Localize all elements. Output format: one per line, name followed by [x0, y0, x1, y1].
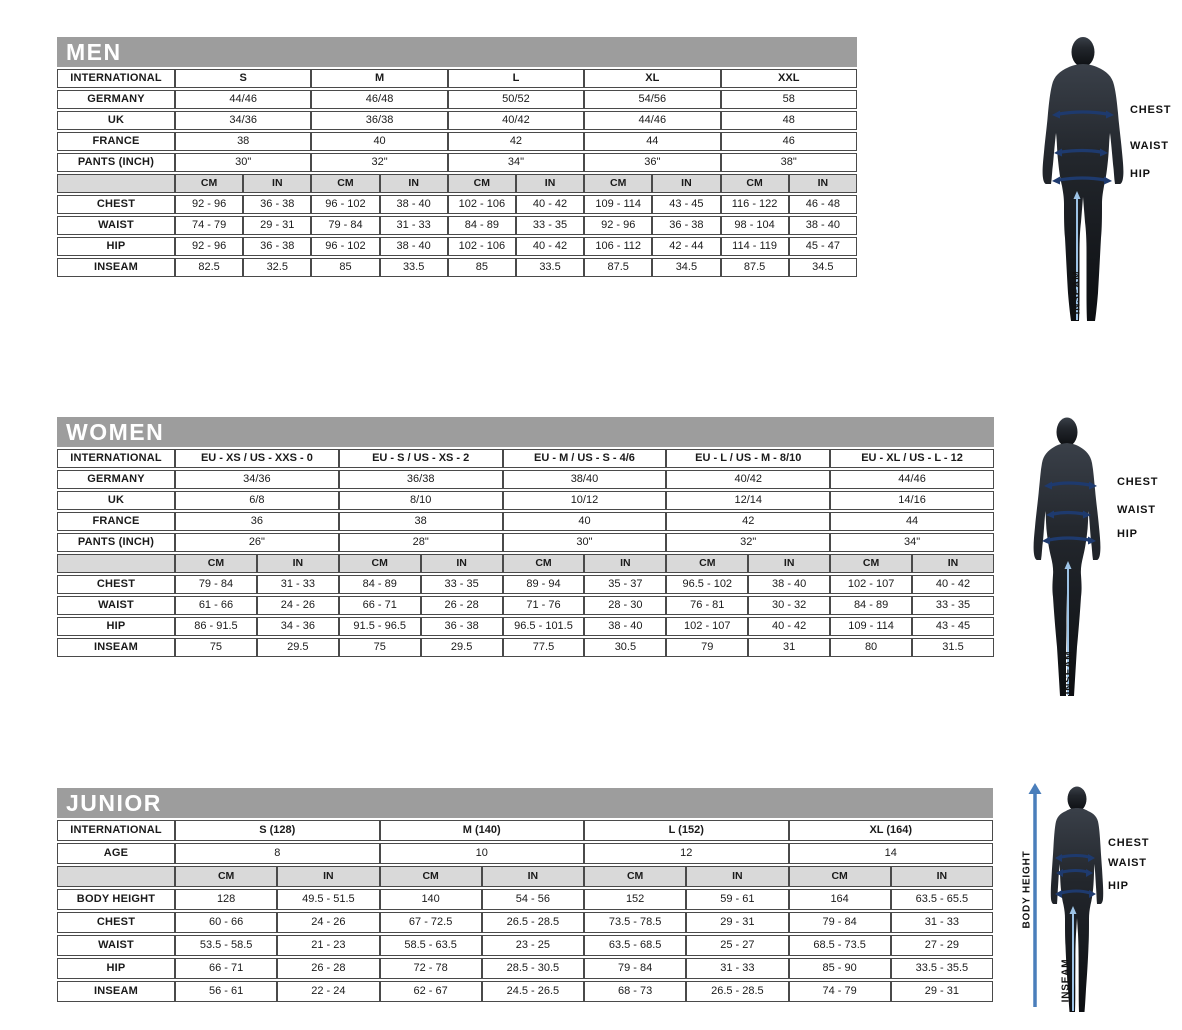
unit-cm: CM — [666, 554, 748, 573]
measure-value: 36 - 38 — [421, 617, 503, 636]
junior-title-bar — [57, 788, 993, 818]
unit-cm: CM — [175, 554, 257, 573]
measure-value: 54 - 56 — [482, 889, 584, 910]
unit-corner — [57, 554, 175, 573]
size-value: 38/40 — [503, 470, 667, 489]
unit-cm: CM — [830, 554, 912, 573]
chest-label: CHEST — [1117, 476, 1159, 488]
measure-value: 31 - 33 — [891, 912, 993, 933]
table-row — [57, 258, 857, 277]
junior-silhouette — [1042, 786, 1112, 1014]
row-label: PANTS (INCH) — [57, 153, 175, 172]
size-value: 50/52 — [448, 90, 584, 109]
measure-value: 72 - 78 — [380, 958, 482, 979]
size-value: 48 — [721, 111, 858, 130]
measure-value: 24 - 26 — [277, 912, 379, 933]
measure-value: 75 — [339, 638, 421, 657]
unit-cm: CM — [380, 866, 482, 887]
measure-value: 26 - 28 — [421, 596, 503, 615]
measure-value: 92 - 96 — [175, 237, 243, 256]
junior-size-table — [57, 818, 993, 1004]
measure-value: 38 - 40 — [584, 617, 666, 636]
measure-value: 38 - 40 — [748, 575, 830, 594]
measure-value: 75 — [175, 638, 257, 657]
measure-value: 67 - 72.5 — [380, 912, 482, 933]
measure-value: 38 - 40 — [380, 237, 448, 256]
unit-in: IN — [277, 866, 379, 887]
unit-cm: CM — [448, 174, 516, 193]
measure-value: 29.5 — [421, 638, 503, 657]
row-label: AGE — [57, 843, 175, 864]
row-label: GERMANY — [57, 470, 175, 489]
measure-value: 59 - 61 — [686, 889, 788, 910]
measure-value: 33 - 35 — [421, 575, 503, 594]
measure-value: 80 — [830, 638, 912, 657]
unit-in: IN — [686, 866, 788, 887]
measure-value: 46 - 48 — [789, 195, 857, 214]
row-label: GERMANY — [57, 90, 175, 109]
measure-value: 86 - 91.5 — [175, 617, 257, 636]
unit-in: IN — [380, 174, 448, 193]
size-value: 14 — [789, 843, 994, 864]
size-value: EU - L / US - M - 8/10 — [666, 449, 830, 468]
measure-value: 114 - 119 — [721, 237, 789, 256]
size-value: 8/10 — [339, 491, 503, 510]
table-row — [57, 820, 993, 841]
measure-value: 43 - 45 — [912, 617, 994, 636]
hip-label: HIP — [1130, 168, 1151, 180]
table-row — [57, 912, 993, 933]
table-row — [57, 935, 993, 956]
size-value: 40/42 — [666, 470, 830, 489]
table-row — [57, 575, 994, 594]
measure-value: 63.5 - 65.5 — [891, 889, 993, 910]
measure-value: 34 - 36 — [257, 617, 339, 636]
size-value: 42 — [448, 132, 584, 151]
size-value: 30" — [175, 153, 311, 172]
measure-value: 89 - 94 — [503, 575, 585, 594]
measure-value: 102 - 107 — [830, 575, 912, 594]
unit-in: IN — [652, 174, 720, 193]
men-size-table — [57, 67, 857, 279]
measure-value: 116 - 122 — [721, 195, 789, 214]
measure-value: 29 - 31 — [891, 981, 993, 1002]
table-row — [57, 69, 857, 88]
measure-value: 102 - 106 — [448, 237, 516, 256]
unit-cm: CM — [789, 866, 891, 887]
junior-table-wrap — [57, 788, 993, 1004]
hip-label: HIP — [1117, 528, 1138, 540]
unit-in: IN — [516, 174, 584, 193]
row-label: INSEAM — [57, 258, 175, 277]
size-value: 26" — [175, 533, 339, 552]
size-value: 44/46 — [584, 111, 720, 130]
measure-value: 58.5 - 63.5 — [380, 935, 482, 956]
measure-value: 26.5 - 28.5 — [686, 981, 788, 1002]
size-value: 10 — [380, 843, 585, 864]
measure-value: 24 - 26 — [257, 596, 339, 615]
size-value: 46/48 — [311, 90, 447, 109]
row-label: HIP — [57, 958, 175, 979]
unit-in: IN — [584, 554, 666, 573]
measure-value: 164 — [789, 889, 891, 910]
measure-value: 79 - 84 — [311, 216, 379, 235]
size-value: 32" — [311, 153, 447, 172]
measure-value: 29.5 — [257, 638, 339, 657]
measure-value: 33 - 35 — [912, 596, 994, 615]
row-label: CHEST — [57, 575, 175, 594]
size-value: 8 — [175, 843, 380, 864]
size-value: 40 — [311, 132, 447, 151]
measure-value: 31 - 33 — [380, 216, 448, 235]
measure-value: 33.5 — [380, 258, 448, 277]
chest-label: CHEST — [1130, 104, 1172, 116]
measure-value: 49.5 - 51.5 — [277, 889, 379, 910]
measure-value: 42 - 44 — [652, 237, 720, 256]
size-value: L (152) — [584, 820, 789, 841]
measure-value: 24.5 - 26.5 — [482, 981, 584, 1002]
measure-value: 140 — [380, 889, 482, 910]
table-row — [57, 889, 993, 910]
unit-in: IN — [243, 174, 311, 193]
unit-cm: CM — [339, 554, 421, 573]
measure-value: 66 - 71 — [175, 958, 277, 979]
measure-value: 62 - 67 — [380, 981, 482, 1002]
measure-value: 22 - 24 — [277, 981, 379, 1002]
unit-in: IN — [482, 866, 584, 887]
row-label: INSEAM — [57, 981, 175, 1002]
measure-value: 102 - 106 — [448, 195, 516, 214]
measure-value: 79 - 84 — [789, 912, 891, 933]
size-value: M — [311, 69, 447, 88]
measure-value: 38 - 40 — [380, 195, 448, 214]
size-value: 54/56 — [584, 90, 720, 109]
measure-value: 40 - 42 — [516, 237, 584, 256]
size-value: 58 — [721, 90, 858, 109]
size-value: S — [175, 69, 311, 88]
measure-value: 84 - 89 — [830, 596, 912, 615]
size-value: 36" — [584, 153, 720, 172]
size-value: 42 — [666, 512, 830, 531]
measure-value: 33.5 — [516, 258, 584, 277]
measure-value: 30 - 32 — [748, 596, 830, 615]
measure-value: 32.5 — [243, 258, 311, 277]
unit-corner — [57, 866, 175, 887]
measure-value: 109 - 114 — [584, 195, 652, 214]
measure-value: 26 - 28 — [277, 958, 379, 979]
measure-value: 27 - 29 — [891, 935, 993, 956]
unit-in: IN — [891, 866, 993, 887]
measure-value: 96.5 - 102 — [666, 575, 748, 594]
size-value: 44 — [830, 512, 994, 531]
size-value: XL — [584, 69, 720, 88]
measure-value: 74 - 79 — [175, 216, 243, 235]
row-label: UK — [57, 491, 175, 510]
row-label: UK — [57, 111, 175, 130]
row-label: BODY HEIGHT — [57, 889, 175, 910]
row-label: CHEST — [57, 195, 175, 214]
table-row — [57, 216, 857, 235]
women-size-table — [57, 447, 994, 659]
row-label: INTERNATIONAL — [57, 449, 175, 468]
size-value: S (128) — [175, 820, 380, 841]
measure-value: 68.5 - 73.5 — [789, 935, 891, 956]
size-value: 46 — [721, 132, 858, 151]
unit-cm: CM — [311, 174, 379, 193]
table-row — [57, 958, 993, 979]
measure-value: 40 - 42 — [912, 575, 994, 594]
unit-cm: CM — [584, 174, 652, 193]
measure-value: 71 - 76 — [503, 596, 585, 615]
measure-value: 87.5 — [721, 258, 789, 277]
table-row — [57, 512, 994, 531]
measure-value: 21 - 23 — [277, 935, 379, 956]
measure-value: 60 - 66 — [175, 912, 277, 933]
table-row — [57, 111, 857, 130]
men-title-bar — [57, 37, 857, 67]
table-row — [57, 449, 994, 468]
table-row — [57, 237, 857, 256]
measure-value: 84 - 89 — [448, 216, 516, 235]
unit-cm: CM — [584, 866, 686, 887]
table-row — [57, 153, 857, 172]
women-title-bar — [57, 417, 994, 447]
measure-value: 96 - 102 — [311, 195, 379, 214]
table-row — [57, 554, 994, 573]
size-value: EU - XS / US - XXS - 0 — [175, 449, 339, 468]
table-row — [57, 132, 857, 151]
measure-value: 40 - 42 — [748, 617, 830, 636]
row-label: WAIST — [57, 216, 175, 235]
measure-value: 61 - 66 — [175, 596, 257, 615]
measure-value: 31 - 33 — [686, 958, 788, 979]
measure-value: 102 - 107 — [666, 617, 748, 636]
size-value: 34/36 — [175, 111, 311, 130]
measure-value: 66 - 71 — [339, 596, 421, 615]
measure-value: 85 — [448, 258, 516, 277]
men-figure — [1033, 37, 1182, 332]
measure-value: 23 - 25 — [482, 935, 584, 956]
measure-value: 152 — [584, 889, 686, 910]
unit-in: IN — [912, 554, 994, 573]
section-title: WOMEN — [66, 419, 165, 445]
size-value: EU - M / US - S - 4/6 — [503, 449, 667, 468]
table-row — [57, 843, 993, 864]
section-title: MEN — [66, 39, 122, 65]
measure-value: 92 - 96 — [584, 216, 652, 235]
measure-value: 91.5 - 96.5 — [339, 617, 421, 636]
table-row — [57, 174, 857, 193]
body-height-label: BODY HEIGHT — [1021, 850, 1033, 929]
size-value: 38 — [339, 512, 503, 531]
measure-value: 128 — [175, 889, 277, 910]
table-row — [57, 195, 857, 214]
unit-cm: CM — [721, 174, 789, 193]
size-value: 34" — [830, 533, 994, 552]
row-label: HIP — [57, 237, 175, 256]
size-value: 6/8 — [175, 491, 339, 510]
table-row — [57, 596, 994, 615]
size-value: M (140) — [380, 820, 585, 841]
row-label: INTERNATIONAL — [57, 820, 175, 841]
row-label: WAIST — [57, 596, 175, 615]
inseam-label: INSEAM — [1060, 958, 1072, 1003]
size-value: 30" — [503, 533, 667, 552]
inseam-label: INSEAM — [1071, 270, 1083, 315]
row-label: FRANCE — [57, 512, 175, 531]
size-value: 12/14 — [666, 491, 830, 510]
size-value: 44/46 — [175, 90, 311, 109]
row-label: CHEST — [57, 912, 175, 933]
unit-in: IN — [421, 554, 503, 573]
measure-value: 56 - 61 — [175, 981, 277, 1002]
size-value: 40/42 — [448, 111, 584, 130]
measure-value: 96 - 102 — [311, 237, 379, 256]
measure-value: 92 - 96 — [175, 195, 243, 214]
unit-cm: CM — [175, 866, 277, 887]
size-value: 28" — [339, 533, 503, 552]
measure-value: 36 - 38 — [652, 216, 720, 235]
size-value: 44/46 — [830, 470, 994, 489]
row-label: INSEAM — [57, 638, 175, 657]
waist-label: WAIST — [1108, 857, 1147, 869]
size-value: L — [448, 69, 584, 88]
size-value: 32" — [666, 533, 830, 552]
measure-value: 25 - 27 — [686, 935, 788, 956]
male-silhouette — [1033, 37, 1133, 327]
size-value: 10/12 — [503, 491, 667, 510]
unit-cm: CM — [503, 554, 585, 573]
measure-value: 31.5 — [912, 638, 994, 657]
unit-corner — [57, 174, 175, 193]
waist-label: WAIST — [1130, 140, 1169, 152]
measure-value: 36 - 38 — [243, 195, 311, 214]
measure-value: 53.5 - 58.5 — [175, 935, 277, 956]
measure-value: 76 - 81 — [666, 596, 748, 615]
unit-in: IN — [748, 554, 830, 573]
measure-value: 109 - 114 — [830, 617, 912, 636]
measure-value: 85 - 90 — [789, 958, 891, 979]
row-label: HIP — [57, 617, 175, 636]
table-row — [57, 470, 994, 489]
size-value: 34" — [448, 153, 584, 172]
women-table-wrap — [57, 417, 994, 659]
measure-value: 106 - 112 — [584, 237, 652, 256]
measure-value: 98 - 104 — [721, 216, 789, 235]
measure-value: 26.5 - 28.5 — [482, 912, 584, 933]
measure-value: 68 - 73 — [584, 981, 686, 1002]
size-value: 36 — [175, 512, 339, 531]
table-row — [57, 491, 994, 510]
table-row — [57, 866, 993, 887]
measure-value: 28.5 - 30.5 — [482, 958, 584, 979]
measure-value: 28 - 30 — [584, 596, 666, 615]
measure-value: 43 - 45 — [652, 195, 720, 214]
measure-value: 87.5 — [584, 258, 652, 277]
measure-value: 29 - 31 — [243, 216, 311, 235]
measure-value: 79 — [666, 638, 748, 657]
measure-value: 96.5 - 101.5 — [503, 617, 585, 636]
measure-value: 74 - 79 — [789, 981, 891, 1002]
section-title: JUNIOR — [66, 790, 162, 816]
size-value: 38" — [721, 153, 858, 172]
measure-value: 40 - 42 — [516, 195, 584, 214]
measure-value: 34.5 — [652, 258, 720, 277]
chest-label: CHEST — [1108, 837, 1150, 849]
size-value: 38 — [175, 132, 311, 151]
size-value: 36/38 — [311, 111, 447, 130]
size-value: 40 — [503, 512, 667, 531]
table-row — [57, 533, 994, 552]
men-table-wrap — [57, 37, 857, 279]
size-value: 36/38 — [339, 470, 503, 489]
measure-value: 36 - 38 — [243, 237, 311, 256]
measure-value: 82.5 — [175, 258, 243, 277]
table-row — [57, 981, 993, 1002]
measure-value: 29 - 31 — [686, 912, 788, 933]
waist-label: WAIST — [1117, 504, 1156, 516]
table-row — [57, 617, 994, 636]
measure-value: 77.5 — [503, 638, 585, 657]
measure-value: 30.5 — [584, 638, 666, 657]
measure-value: 79 - 84 — [584, 958, 686, 979]
size-value: 44 — [584, 132, 720, 151]
table-row — [57, 90, 857, 109]
women-figure — [1022, 417, 1182, 707]
unit-in: IN — [257, 554, 339, 573]
inseam-label: INSEAM — [1063, 650, 1075, 695]
size-value: EU - S / US - XS - 2 — [339, 449, 503, 468]
size-value: EU - XL / US - L - 12 — [830, 449, 994, 468]
measure-value: 31 - 33 — [257, 575, 339, 594]
measure-value: 63.5 - 68.5 — [584, 935, 686, 956]
measure-value: 84 - 89 — [339, 575, 421, 594]
row-label: FRANCE — [57, 132, 175, 151]
measure-value: 79 - 84 — [175, 575, 257, 594]
row-label: PANTS (INCH) — [57, 533, 175, 552]
hip-label: HIP — [1108, 880, 1129, 892]
measure-value: 33.5 - 35.5 — [891, 958, 993, 979]
measure-value: 34.5 — [789, 258, 857, 277]
unit-cm: CM — [175, 174, 243, 193]
measure-value: 85 — [311, 258, 379, 277]
size-value: XXL — [721, 69, 858, 88]
size-value: 34/36 — [175, 470, 339, 489]
row-label: WAIST — [57, 935, 175, 956]
table-row — [57, 638, 994, 657]
measure-value: 45 - 47 — [789, 237, 857, 256]
size-value: XL (164) — [789, 820, 994, 841]
unit-in: IN — [789, 174, 857, 193]
junior-figure — [1020, 783, 1182, 1023]
measure-value: 73.5 - 78.5 — [584, 912, 686, 933]
measure-value: 38 - 40 — [789, 216, 857, 235]
size-value: 12 — [584, 843, 789, 864]
size-value: 14/16 — [830, 491, 994, 510]
measure-value: 31 — [748, 638, 830, 657]
measure-value: 35 - 37 — [584, 575, 666, 594]
row-label: INTERNATIONAL — [57, 69, 175, 88]
measure-value: 33 - 35 — [516, 216, 584, 235]
